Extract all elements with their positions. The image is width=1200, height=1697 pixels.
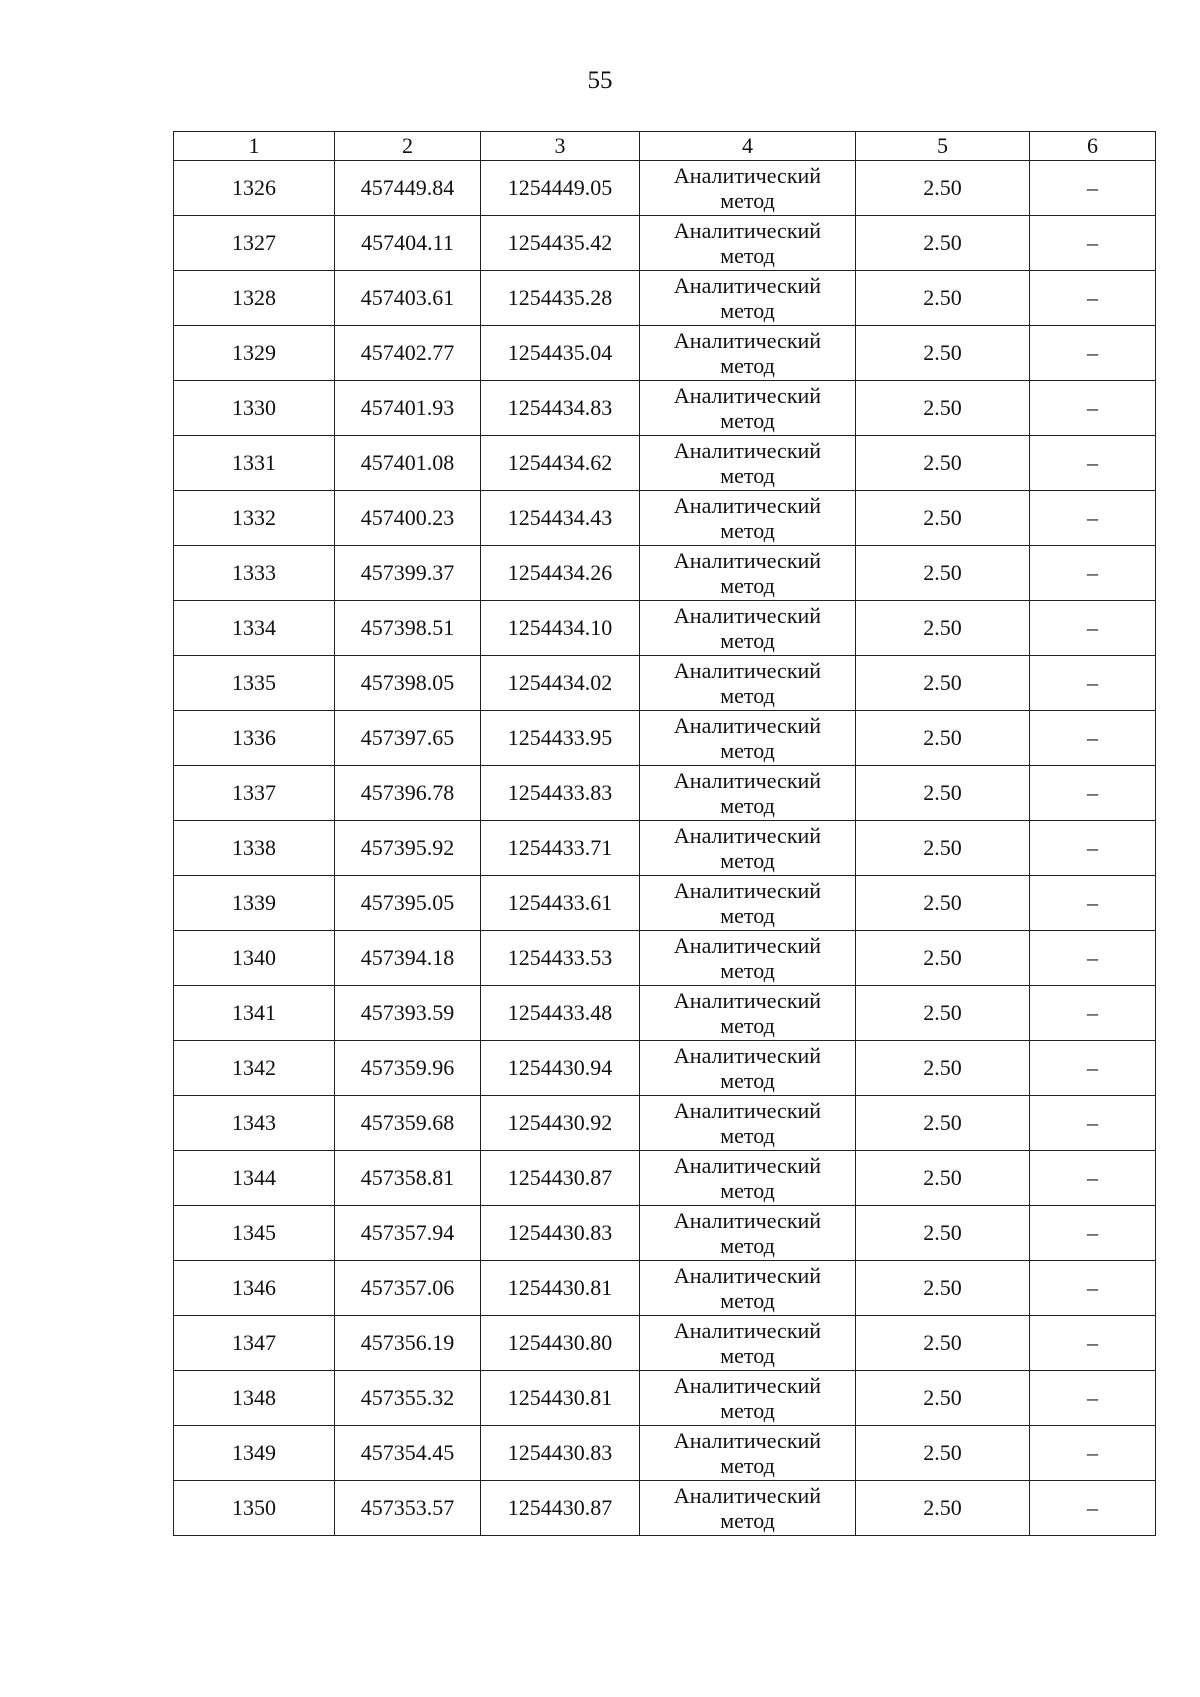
x-coordinate-cell: 457401.08 [335, 436, 481, 491]
x-coordinate-cell: 457397.65 [335, 711, 481, 766]
x-coordinate-cell: 457356.19 [335, 1316, 481, 1371]
y-coordinate-cell: 1254435.42 [481, 216, 640, 271]
method-line-2: метод [720, 1453, 775, 1478]
header-col-2: 2 [335, 132, 481, 161]
method-line-1: Аналитический [673, 1208, 822, 1233]
accuracy-cell: 2.50 [856, 1151, 1030, 1206]
method-line-1: Аналитический [673, 163, 822, 188]
point-number-cell: 1349 [174, 1426, 335, 1481]
method-line-2: метод [720, 463, 775, 488]
note-cell: – [1030, 1041, 1156, 1096]
table-row [174, 766, 1156, 821]
y-coordinate-cell: 1254430.87 [481, 1481, 640, 1536]
header-col-3: 3 [481, 132, 640, 161]
method-line-2: метод [720, 1178, 775, 1203]
point-number-cell: 1346 [174, 1261, 335, 1316]
point-number-cell: 1338 [174, 821, 335, 876]
note-cell: – [1030, 1371, 1156, 1426]
method-line-2: метод [720, 1068, 775, 1093]
point-number-cell: 1343 [174, 1096, 335, 1151]
method-cell [640, 711, 856, 766]
x-coordinate-cell: 457396.78 [335, 766, 481, 821]
point-number-cell: 1333 [174, 546, 335, 601]
note-cell: – [1030, 546, 1156, 601]
accuracy-cell: 2.50 [856, 1316, 1030, 1371]
note-cell: – [1030, 821, 1156, 876]
x-coordinate-cell: 457358.81 [335, 1151, 481, 1206]
accuracy-cell: 2.50 [856, 656, 1030, 711]
y-coordinate-cell: 1254435.04 [481, 326, 640, 381]
method-cell [640, 656, 856, 711]
y-coordinate-cell: 1254430.80 [481, 1316, 640, 1371]
table-row [174, 656, 1156, 711]
method-line-2: метод [720, 1343, 775, 1368]
method-line-2: метод [720, 903, 775, 928]
note-cell: – [1030, 491, 1156, 546]
method-cell [640, 1426, 856, 1481]
table-row [174, 326, 1156, 381]
point-number-cell: 1337 [174, 766, 335, 821]
x-coordinate-cell: 457354.45 [335, 1426, 481, 1481]
table-row [174, 711, 1156, 766]
y-coordinate-cell: 1254434.26 [481, 546, 640, 601]
method-cell [640, 931, 856, 986]
y-coordinate-cell: 1254430.87 [481, 1151, 640, 1206]
coordinates-table [173, 131, 1156, 1536]
method-cell [640, 876, 856, 931]
method-line-2: метод [720, 1013, 775, 1038]
y-coordinate-cell: 1254433.61 [481, 876, 640, 931]
point-number-cell: 1326 [174, 161, 335, 216]
note-cell: – [1030, 986, 1156, 1041]
y-coordinate-cell: 1254434.02 [481, 656, 640, 711]
y-coordinate-cell: 1254433.83 [481, 766, 640, 821]
y-coordinate-cell: 1254433.48 [481, 986, 640, 1041]
table-row [174, 216, 1156, 271]
method-line-1: Аналитический [673, 218, 822, 243]
x-coordinate-cell: 457401.93 [335, 381, 481, 436]
method-line-1: Аналитический [673, 1318, 822, 1343]
table-row [174, 161, 1156, 216]
method-line-2: метод [720, 848, 775, 873]
method-cell [640, 1261, 856, 1316]
method-line-1: Аналитический [673, 328, 822, 353]
point-number-cell: 1327 [174, 216, 335, 271]
x-coordinate-cell: 457403.61 [335, 271, 481, 326]
x-coordinate-cell: 457357.06 [335, 1261, 481, 1316]
note-cell: – [1030, 1481, 1156, 1536]
method-line-2: метод [720, 793, 775, 818]
method-line-1: Аналитический [673, 878, 822, 903]
table-row [174, 1096, 1156, 1151]
accuracy-cell: 2.50 [856, 876, 1030, 931]
method-line-1: Аналитический [673, 713, 822, 738]
point-number-cell: 1345 [174, 1206, 335, 1261]
note-cell: – [1030, 601, 1156, 656]
method-line-1: Аналитический [673, 988, 822, 1013]
header-col-1: 1 [174, 132, 335, 161]
y-coordinate-cell: 1254434.83 [481, 381, 640, 436]
table-row [174, 601, 1156, 656]
note-cell: – [1030, 1151, 1156, 1206]
table-row [174, 271, 1156, 326]
point-number-cell: 1336 [174, 711, 335, 766]
y-coordinate-cell: 1254430.83 [481, 1206, 640, 1261]
y-coordinate-cell: 1254430.81 [481, 1261, 640, 1316]
method-cell [640, 1481, 856, 1536]
header-col-5: 5 [856, 132, 1030, 161]
accuracy-cell: 2.50 [856, 436, 1030, 491]
accuracy-cell: 2.50 [856, 1261, 1030, 1316]
note-cell: – [1030, 1206, 1156, 1261]
accuracy-cell: 2.50 [856, 546, 1030, 601]
accuracy-cell: 2.50 [856, 326, 1030, 381]
note-cell: – [1030, 381, 1156, 436]
table-row [174, 1261, 1156, 1316]
note-cell: – [1030, 1316, 1156, 1371]
table-row [174, 1371, 1156, 1426]
method-cell [640, 326, 856, 381]
method-cell [640, 1206, 856, 1261]
method-line-1: Аналитический [673, 768, 822, 793]
x-coordinate-cell: 457398.51 [335, 601, 481, 656]
method-cell [640, 161, 856, 216]
y-coordinate-cell: 1254430.83 [481, 1426, 640, 1481]
point-number-cell: 1344 [174, 1151, 335, 1206]
table-row [174, 1041, 1156, 1096]
method-line-2: метод [720, 188, 775, 213]
method-cell [640, 491, 856, 546]
method-cell [640, 821, 856, 876]
accuracy-cell: 2.50 [856, 1206, 1030, 1261]
method-line-2: метод [720, 1233, 775, 1258]
method-line-2: метод [720, 628, 775, 653]
table-row [174, 1206, 1156, 1261]
x-coordinate-cell: 457449.84 [335, 161, 481, 216]
accuracy-cell: 2.50 [856, 161, 1030, 216]
method-line-2: метод [720, 683, 775, 708]
y-coordinate-cell: 1254435.28 [481, 271, 640, 326]
x-coordinate-cell: 457355.32 [335, 1371, 481, 1426]
point-number-cell: 1339 [174, 876, 335, 931]
y-coordinate-cell: 1254434.43 [481, 491, 640, 546]
accuracy-cell: 2.50 [856, 766, 1030, 821]
table-header [174, 132, 1156, 161]
method-line-2: метод [720, 518, 775, 543]
point-number-cell: 1334 [174, 601, 335, 656]
x-coordinate-cell: 457395.92 [335, 821, 481, 876]
note-cell: – [1030, 711, 1156, 766]
note-cell: – [1030, 766, 1156, 821]
point-number-cell: 1340 [174, 931, 335, 986]
y-coordinate-cell: 1254433.71 [481, 821, 640, 876]
y-coordinate-cell: 1254434.62 [481, 436, 640, 491]
x-coordinate-cell: 457357.94 [335, 1206, 481, 1261]
y-coordinate-cell: 1254434.10 [481, 601, 640, 656]
method-line-1: Аналитический [673, 548, 822, 573]
method-line-2: метод [720, 1123, 775, 1148]
method-cell [640, 766, 856, 821]
note-cell: – [1030, 1261, 1156, 1316]
accuracy-cell: 2.50 [856, 1371, 1030, 1426]
y-coordinate-cell: 1254433.95 [481, 711, 640, 766]
method-line-1: Аналитический [673, 273, 822, 298]
method-line-1: Аналитический [673, 1373, 822, 1398]
method-cell [640, 381, 856, 436]
table-body [174, 161, 1156, 1536]
method-line-1: Аналитический [673, 1043, 822, 1068]
x-coordinate-cell: 457359.68 [335, 1096, 481, 1151]
method-line-1: Аналитический [673, 823, 822, 848]
note-cell: – [1030, 656, 1156, 711]
accuracy-cell: 2.50 [856, 1096, 1030, 1151]
method-line-1: Аналитический [673, 1153, 822, 1178]
method-line-1: Аналитический [673, 933, 822, 958]
header-col-4: 4 [640, 132, 856, 161]
table-row [174, 876, 1156, 931]
method-line-2: метод [720, 1508, 775, 1533]
note-cell: – [1030, 436, 1156, 491]
method-cell [640, 546, 856, 601]
point-number-cell: 1328 [174, 271, 335, 326]
method-cell [640, 601, 856, 656]
method-line-2: метод [720, 353, 775, 378]
method-line-2: метод [720, 1288, 775, 1313]
header-row [174, 132, 1156, 161]
accuracy-cell: 2.50 [856, 821, 1030, 876]
accuracy-cell: 2.50 [856, 986, 1030, 1041]
accuracy-cell: 2.50 [856, 491, 1030, 546]
x-coordinate-cell: 457404.11 [335, 216, 481, 271]
table-row [174, 931, 1156, 986]
accuracy-cell: 2.50 [856, 216, 1030, 271]
accuracy-cell: 2.50 [856, 1481, 1030, 1536]
method-cell [640, 1316, 856, 1371]
method-line-2: метод [720, 573, 775, 598]
accuracy-cell: 2.50 [856, 1041, 1030, 1096]
method-cell [640, 986, 856, 1041]
table-row [174, 546, 1156, 601]
method-line-2: метод [720, 408, 775, 433]
point-number-cell: 1332 [174, 491, 335, 546]
method-cell [640, 1041, 856, 1096]
method-line-2: метод [720, 1398, 775, 1423]
accuracy-cell: 2.50 [856, 931, 1030, 986]
method-line-2: метод [720, 958, 775, 983]
method-line-1: Аналитический [673, 1428, 822, 1453]
method-line-1: Аналитический [673, 603, 822, 628]
x-coordinate-cell: 457395.05 [335, 876, 481, 931]
x-coordinate-cell: 457393.59 [335, 986, 481, 1041]
point-number-cell: 1348 [174, 1371, 335, 1426]
y-coordinate-cell: 1254433.53 [481, 931, 640, 986]
table-row [174, 1316, 1156, 1371]
method-line-1: Аналитический [673, 658, 822, 683]
method-line-1: Аналитический [673, 493, 822, 518]
note-cell: – [1030, 1426, 1156, 1481]
method-line-1: Аналитический [673, 1483, 822, 1508]
method-cell [640, 271, 856, 326]
y-coordinate-cell: 1254430.92 [481, 1096, 640, 1151]
table-row [174, 491, 1156, 546]
x-coordinate-cell: 457353.57 [335, 1481, 481, 1536]
accuracy-cell: 2.50 [856, 381, 1030, 436]
x-coordinate-cell: 457400.23 [335, 491, 481, 546]
note-cell: – [1030, 216, 1156, 271]
method-cell [640, 1096, 856, 1151]
point-number-cell: 1341 [174, 986, 335, 1041]
method-line-1: Аналитический [673, 438, 822, 463]
point-number-cell: 1330 [174, 381, 335, 436]
y-coordinate-cell: 1254449.05 [481, 161, 640, 216]
method-line-1: Аналитический [673, 383, 822, 408]
point-number-cell: 1347 [174, 1316, 335, 1371]
point-number-cell: 1331 [174, 436, 335, 491]
header-col-6: 6 [1030, 132, 1156, 161]
method-line-1: Аналитический [673, 1098, 822, 1123]
accuracy-cell: 2.50 [856, 1426, 1030, 1481]
x-coordinate-cell: 457394.18 [335, 931, 481, 986]
method-line-2: метод [720, 243, 775, 268]
x-coordinate-cell: 457398.05 [335, 656, 481, 711]
accuracy-cell: 2.50 [856, 601, 1030, 656]
method-cell [640, 436, 856, 491]
x-coordinate-cell: 457399.37 [335, 546, 481, 601]
note-cell: – [1030, 271, 1156, 326]
note-cell: – [1030, 161, 1156, 216]
method-line-2: метод [720, 298, 775, 323]
y-coordinate-cell: 1254430.94 [481, 1041, 640, 1096]
method-cell [640, 216, 856, 271]
table-row [174, 436, 1156, 491]
method-line-2: метод [720, 738, 775, 763]
table-row [174, 1426, 1156, 1481]
point-number-cell: 1350 [174, 1481, 335, 1536]
table-row [174, 1481, 1156, 1536]
accuracy-cell: 2.50 [856, 271, 1030, 326]
note-cell: – [1030, 876, 1156, 931]
note-cell: – [1030, 326, 1156, 381]
page-number: 55 [587, 67, 613, 94]
table-row [174, 986, 1156, 1041]
x-coordinate-cell: 457359.96 [335, 1041, 481, 1096]
method-cell [640, 1151, 856, 1206]
x-coordinate-cell: 457402.77 [335, 326, 481, 381]
point-number-cell: 1342 [174, 1041, 335, 1096]
method-cell [640, 1371, 856, 1426]
point-number-cell: 1329 [174, 326, 335, 381]
y-coordinate-cell: 1254430.81 [481, 1371, 640, 1426]
point-number-cell: 1335 [174, 656, 335, 711]
table-row [174, 821, 1156, 876]
note-cell: – [1030, 931, 1156, 986]
method-line-1: Аналитический [673, 1263, 822, 1288]
table-row [174, 1151, 1156, 1206]
note-cell: – [1030, 1096, 1156, 1151]
table-row [174, 381, 1156, 436]
accuracy-cell: 2.50 [856, 711, 1030, 766]
